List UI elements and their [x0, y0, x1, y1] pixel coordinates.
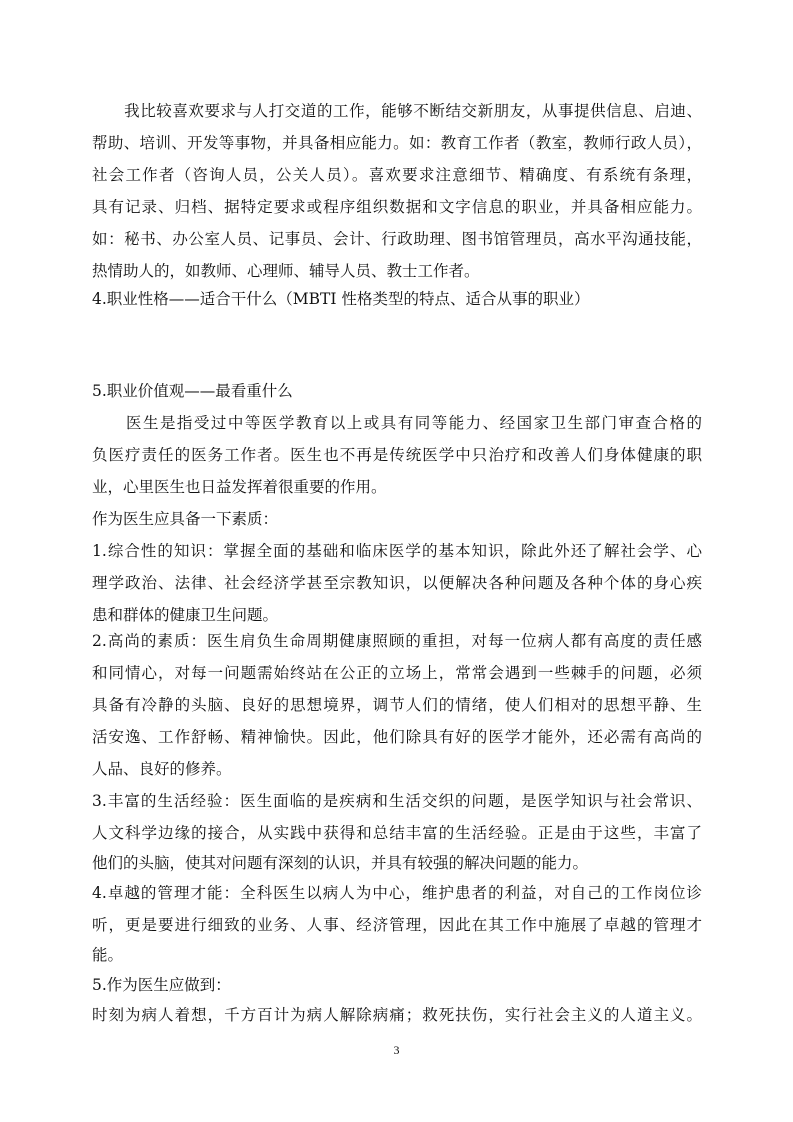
paragraph-line: 2.高尚的素质：医生肩负生命周期健康照顾的重担，对每一位病人都有高度的责任感: [92, 632, 702, 650]
section-heading: 4.职业性格——适合干什么（MBTI 性格类型的特点、适合从事的职业）: [92, 290, 590, 308]
paragraph-line: 帮助、培训、开发等事物，并具备相应能力。如：教育工作者（教室，教师行政人员），: [92, 134, 702, 152]
paragraph-line: 负医疗责任的医务工作者。医生也不再是传统医学中只治疗和改善人们身体健康的职: [92, 446, 702, 464]
paragraph-line: 业，心里医生也日益发挥着很重要的作用。: [92, 478, 387, 496]
paragraph-line: 患和群体的健康卫生问题。: [92, 606, 279, 624]
paragraph-line: 时刻为病人着想，千方百计为病人解除病痛；救死扶伤，实行社会主义的人道主义。: [92, 1006, 702, 1024]
paragraph-line: 具有记录、归档、据特定要求或程序组织数据和文字信息的职业，并具备相应能力。: [92, 198, 702, 216]
paragraph-line: 他们的头脑，使其对问题有深刻的认识，并具有较强的解决问题的能力。: [92, 854, 589, 872]
paragraph-line: 如：秘书、办公室人员、记事员、会计、行政助理、图书馆管理员，高水平沟通技能，: [92, 230, 702, 248]
paragraph-line: 理学政治、法律、社会经济学甚至宗教知识，以便解决各种问题及各种个体的身心疾: [92, 574, 702, 592]
paragraph-line: 和同情心，对每一问题需始终站在公正的立场上，常常会遇到一些棘手的问题，必须: [92, 664, 702, 682]
paragraph-line: 活安逸、工作舒畅、精神愉快。因此，他们除具有好的医学才能外，还必需有高尚的: [92, 728, 702, 746]
paragraph-line: 医生是指受过中等医学教育以上或具有同等能力、经国家卫生部门审查合格的: [92, 414, 702, 432]
section-heading: 5.职业价值观——最看重什么: [92, 382, 293, 400]
paragraph-line: 人品、良好的修养。: [92, 760, 232, 778]
paragraph-line: 具备有冷静的头脑、良好的思想境界，调节人们的情绪，使人们相对的思想平静、生: [92, 696, 702, 714]
paragraph-line: 我比较喜欢要求与人打交道的工作，能够不断结交新朋友，从事提供信息、启迪、: [92, 102, 702, 120]
paragraph-line: 1.综合性的知识：掌握全面的基础和临床医学的基本知识，除此外还了解社会学、心: [92, 542, 702, 560]
paragraph-line: 热情助人的，如教师、心理师、辅导人员、教士工作者。: [92, 262, 480, 280]
paragraph-line: 能。: [92, 946, 124, 964]
paragraph-line: 作为医生应具备一下素质：: [92, 510, 279, 528]
paragraph-line: 4.卓越的管理才能：全科医生以病人为中心，维护患者的利益，对自己的工作岗位诊: [92, 884, 702, 902]
paragraph-line: 社会工作者（咨询人员，公关人员）。喜欢要求注意细节、精确度、有系统有条理，: [92, 166, 702, 184]
paragraph-line: 5.作为医生应做到：: [92, 976, 231, 994]
paragraph-line: 3.丰富的生活经验：医生面临的是疾病和生活交织的问题，是医学知识与社会常识、: [92, 792, 702, 810]
paragraph-line: 听，更是要进行细致的业务、人事、经济管理，因此在其工作中施展了卓越的管理才: [92, 916, 702, 934]
page-number: 3: [393, 1043, 400, 1057]
paragraph-line: 人文科学边缘的接合，从实践中获得和总结丰富的生活经验。正是由于这些，丰富了: [92, 824, 702, 842]
